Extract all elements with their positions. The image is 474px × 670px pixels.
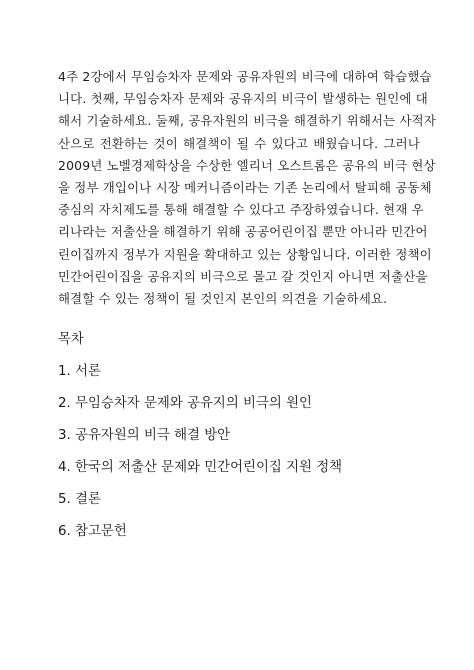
toc-item-introduction: 1. 서론 [58,364,101,379]
assignment-paragraph [58,66,436,310]
paragraph-line: 중심의 자치제도를 통해 해결할 수 있다고 주장하였습니다. 현재 우 [58,202,424,218]
paragraph-line: 2009년 노벨경제학상을 수상한 엘리너 오스트롬은 공유의 비극 현상 [58,157,436,173]
toc-item-solutions: 3. 공유자원의 비극 해결 방안 [58,428,231,443]
paragraph-line: 니다. 첫째, 무임승차자 문제와 공유지의 비극이 발생하는 원인에 대 [58,91,428,107]
paragraph-line: 해결할 수 있는 정책이 될 것인지 본인의 의견을 기술하세요. [58,290,388,306]
paragraph-line: 4주 2강에서 무임승차자 문제와 공유자원의 비극에 대하여 학습했습 [58,69,432,84]
paragraph-line: 리나라는 저출산을 해결하기 위해 공공어린이집 뿐만 아니라 민간어 [58,224,428,240]
paragraph-line: 을 정부 개입이나 시장 메커니즘이라는 기존 논리에서 탈피해 공동체 [58,179,432,195]
paragraph-line: 해서 기술하세요. 둘째, 공유자원의 비극을 해결하기 위해서는 사적자 [58,113,436,129]
paragraph-line: 산으로 전환하는 것이 해결책이 될 수 있다고 배웠습니다. 그러나 [58,135,420,151]
paragraph-line: 민간어린이집을 공유지의 비극으로 몰고 갈 것인지 아니면 저출산을 [58,268,428,284]
toc-item-references: 6. 참고문헌 [58,524,127,539]
paragraph-line: 린이집까지 정부가 지원을 확대하고 있는 상황입니다. 이러한 정책이 [58,246,432,262]
table-of-contents [58,362,342,554]
toc-item-causes: 2. 무임승차자 문제와 공유지의 비극의 원인 [58,396,312,411]
toc-item-conclusion: 5. 결론 [58,492,101,507]
toc-item-korea-policy: 4. 한국의 저출산 문제와 민간어린이집 지원 정책 [58,460,343,475]
toc-heading: 목차 [58,332,84,347]
